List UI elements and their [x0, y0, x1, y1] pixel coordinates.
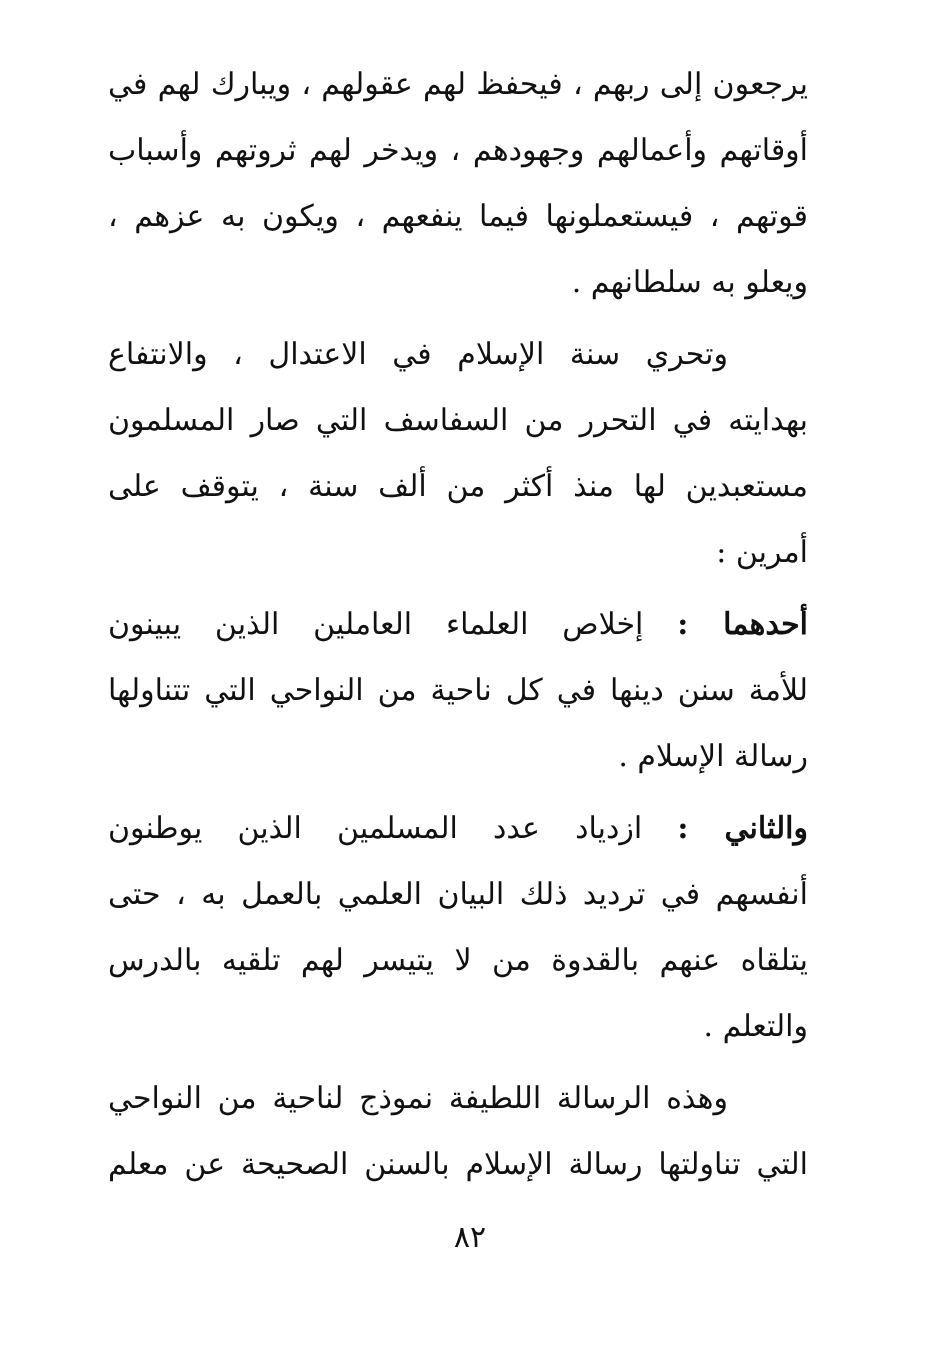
text-line: قوتهم ، فيستعملونها فيما ينفعهم ، ويكون به عزهم ،	[108, 199, 808, 234]
paragraph-lead: أحدهما :	[677, 607, 809, 642]
text-line-with-lead	[108, 592, 808, 658]
text-run: ازدياد عدد المسلمين الذين يوطنون	[108, 811, 643, 846]
text-line: يتلقاه عنهم بالقدوة من لا يتيسر لهم تلقيه بالدرس	[108, 943, 808, 978]
text-line: أمرين :	[716, 535, 808, 570]
text-line: مستعبدين لها منذ أكثر من ألف سنة ، يتوقف على	[108, 469, 808, 504]
text-line-with-lead	[108, 796, 808, 862]
text-line: والتعلم .	[703, 1009, 808, 1044]
page-number: ٨٢	[453, 1220, 487, 1255]
paragraph-5	[108, 1066, 808, 1198]
page-body	[108, 52, 808, 1204]
text-line: ويعلو به سلطانهم .	[571, 265, 808, 300]
text-line: التي تناولتها رسالة الإسلام بالسنن الصحيحة عن معلم	[108, 1147, 808, 1182]
text-line: للأمة سنن دينها في كل ناحية من النواحي التي تتناولها	[108, 673, 808, 708]
text-line: بهدايته في التحرر من السفاسف التي صار المسلمون	[108, 403, 808, 438]
text-line: رسالة الإسلام .	[618, 739, 808, 774]
paragraph-1	[108, 52, 808, 316]
text-run: إخلاص العلماء العاملين الذين يبينون	[108, 607, 644, 642]
paragraph-4	[108, 796, 808, 1060]
text-line: يرجعون إلى ربهم ، فيحفظ لهم عقولهم ، ويبارك لهم في	[108, 67, 808, 102]
text-line: وتحري سنة الإسلام في الاعتدال ، والانتفاع	[108, 337, 728, 372]
paragraph-3	[108, 592, 808, 790]
text-line: أوقاتهم وأعمالهم وجهودهم ، ويدخر لهم ثروتهم وأسباب	[108, 133, 808, 168]
text-line: وهذه الرسالة اللطيفة نموذج لناحية من النواحي	[108, 1081, 728, 1116]
paragraph-lead: والثاني :	[677, 811, 808, 846]
paragraph-2	[108, 322, 808, 586]
text-line: أنفسهم في ترديد ذلك البيان العلمي بالعمل به ، حتى	[108, 877, 808, 912]
